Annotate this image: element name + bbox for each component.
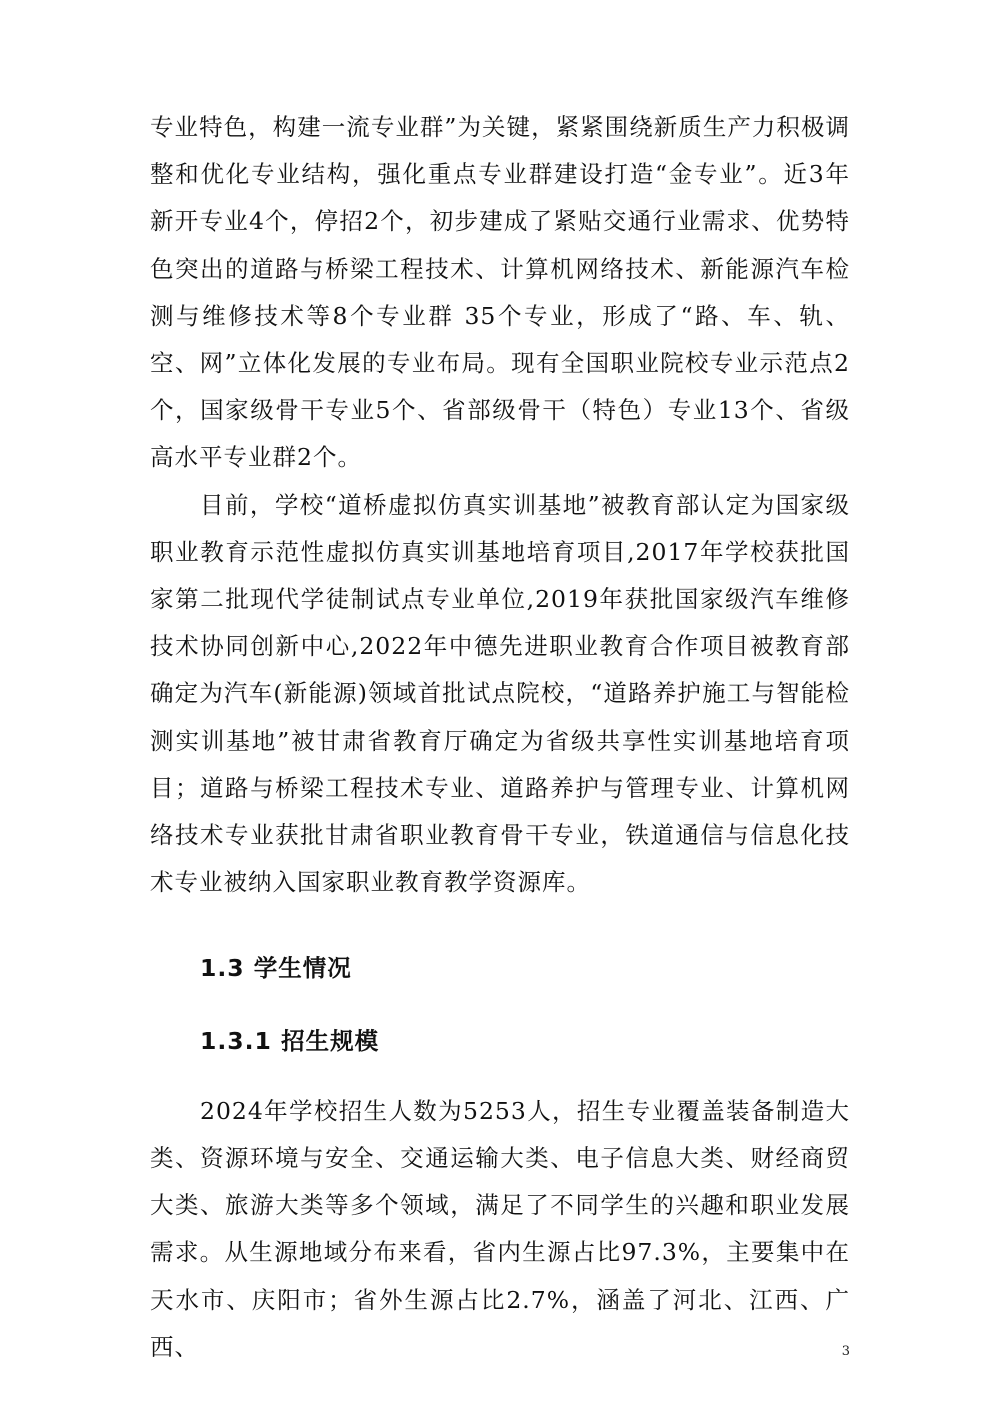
page-body bbox=[150, 104, 850, 1371]
body-paragraph: 目前，学校“道桥虚拟仿真实训基地”被教育部认定为国家级职业教育示范性虚拟仿真实训基地培育项目,2017年学校获批国家第二批现代学徒制试点专业单位,2019年获批国家级汽车维修技术协同创新中心,2022年中德先进职业教育合作项目被教育部确定为汽车(新能源)领域首批试点院校，“道路养护施工与智能检测实训基地”被甘肃省教育厅确定为省级共享性实训基地培育项目；道路与桥梁工程技术专业、道路养护与管理专业、计算机网络技术专业获批甘肃省职业教育骨干专业，铁道通信与信息化技术专业被纳入国家职业教育教学资源库。 bbox=[150, 490, 850, 897]
body-paragraph: 2024年学校招生人数为5253人，招生专业覆盖装备制造大类、资源环境与安全、交通运输大类、电子信息大类、财经商贸大类、旅游大类等多个领域，满足了不同学生的兴趣和职业发展需求。从生源地域分布来看，省内生源占比97.3%，主要集中在天水市、庆阳市；省外生源占比2.7%，涵盖了河北、江西、广西、 bbox=[150, 1096, 850, 1361]
subsection-heading: 1.3.1 招生规模 bbox=[200, 1026, 380, 1055]
page-number: 3 bbox=[841, 1344, 850, 1359]
section-heading: 1.3 学生情况 bbox=[200, 954, 352, 983]
body-paragraph: 专业特色，构建一流专业群”为关键，紧紧围绕新质生产力积极调整和优化专业结构，强化重点专业群建设打造“金专业”。近3年新开专业4个，停招2个，初步建成了紧贴交通行业需求、优势特色突出的道路与桥梁工程技术、计算机网络技术、新能源汽车检测与维修技术等8个专业群 35个专业，形成了“路、车、轨、空、网”立体化发展的专业布局。现有全国职业院校专业示范点2个，国家级骨干专业5个、省部级骨干（特色）专业13个、省级高水平专业群2个。 bbox=[150, 113, 850, 472]
